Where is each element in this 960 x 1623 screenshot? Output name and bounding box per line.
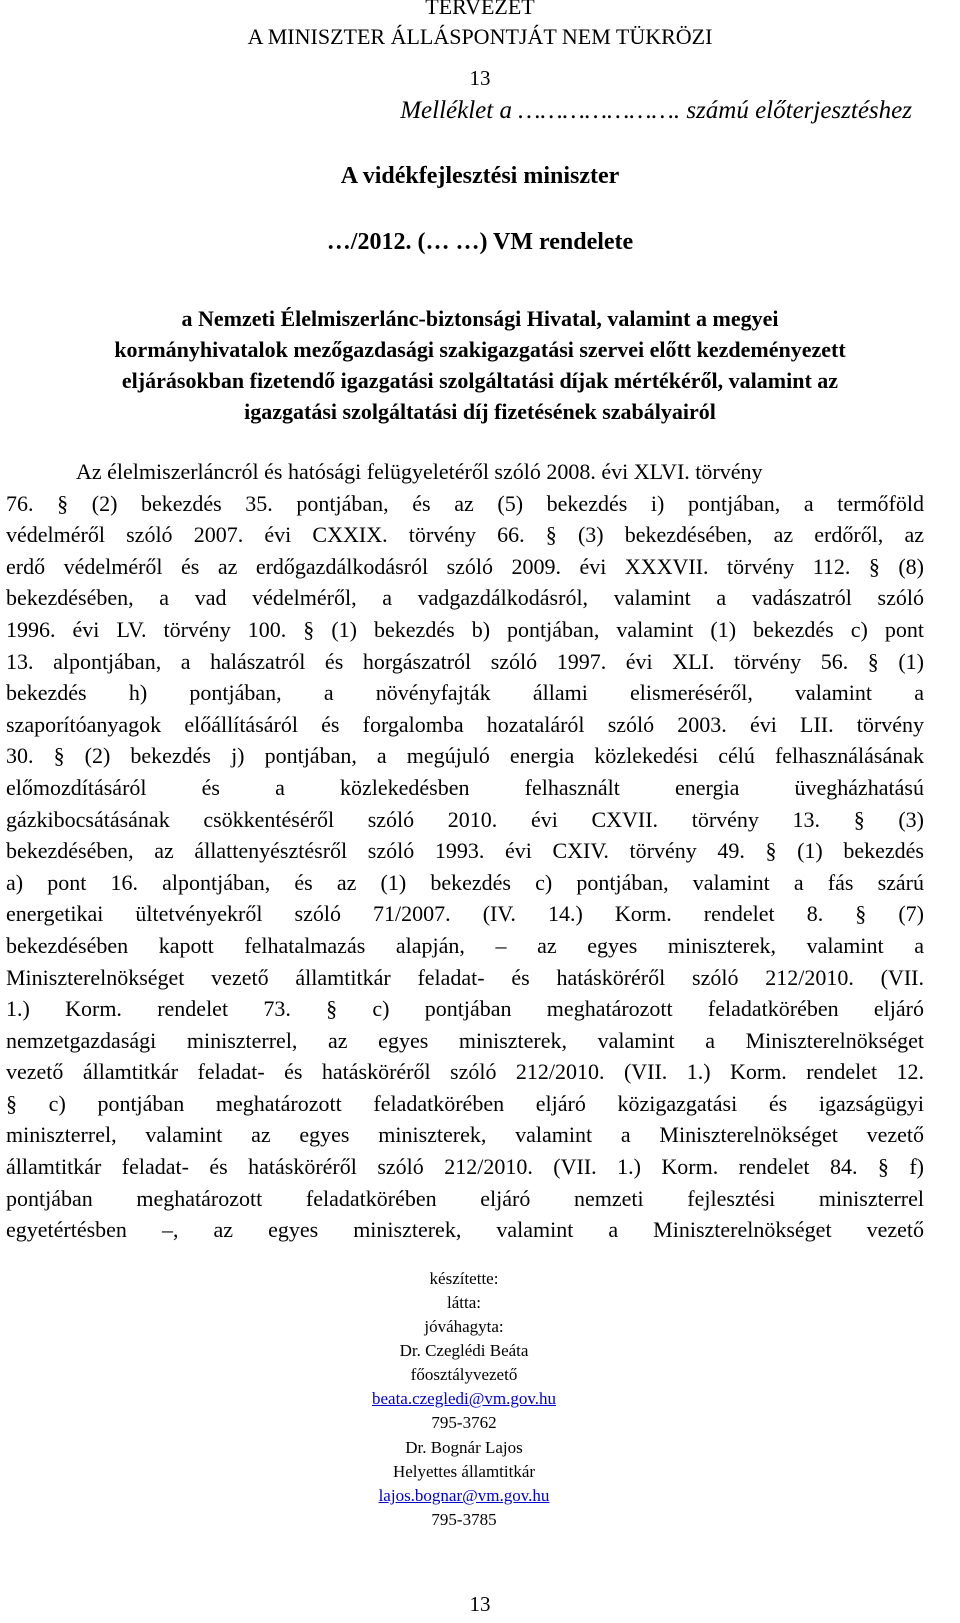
signature-block	[344, 1267, 584, 1435]
preamble-line: Az élelmiszerláncról és hatósági felügyeletéről szóló 2008. évi XLVI. törvény	[76, 459, 763, 484]
preamble-line: pontjában meghatározott feladatkörében eljáró nemzeti fejlesztési miniszterrel	[6, 1185, 924, 1211]
preamble-line: erdő védelméről és az erdőgazdálkodásról szóló 2009. évi XXXVII. törvény 112. § (8)	[6, 553, 924, 579]
contact-role: Helyettes államtitkár	[392, 1462, 536, 1481]
contact-name: Dr. Bognár Lajos	[405, 1438, 523, 1457]
preamble-line: a) pont 16. alpontjában, és az (1) bekezdés c) pontjában, valamint a fás szárú	[6, 869, 924, 895]
title-line: eljárásokban fizetendő igazgatási szolgáltatási díjak mértékéről, valamint az	[121, 368, 839, 393]
contact-email-link[interactable]: beata.czegledi@vm.gov.hu	[371, 1389, 556, 1408]
seen-label: látta:	[447, 1293, 481, 1312]
preamble-line: 1996. évi LV. törvény 100. § (1) bekezdés b) pontjában, valamint (1) bekezdés c) pont	[6, 616, 924, 642]
annex-line: Melléklet a …………………. számú előterjesztéshez	[400, 97, 912, 124]
contact-name: Dr. Czeglédi Beáta	[399, 1341, 529, 1360]
title-line: igazgatási szolgáltatási díj fizetésének szabályairól	[244, 399, 716, 424]
contact-phone: 795-3785	[431, 1510, 497, 1529]
preamble-line: bekezdésében kapott felhatalmazás alapján, – az egyes miniszterek, valamint a	[6, 932, 924, 958]
preamble-line: Miniszterelnökséget vezető államtitkár feladat- és hatásköréről szóló 212/2010. (VII.	[6, 964, 924, 990]
preamble-line: 13. alpontjában, a halászatról és horgászatról szóló 1997. évi XLI. törvény 56. § (1)	[6, 648, 924, 674]
disclaimer: A MINISZTER ÁLLÁSPONTJÁT NEM TÜKRÖZI	[247, 24, 713, 49]
preamble-line: 30. § (2) bekezdés j) pontjában, a megújuló energia közlekedési célú felhasználásának	[6, 743, 924, 769]
contact-phone: 795-3762	[431, 1413, 497, 1432]
decree-title	[0, 303, 960, 427]
minister-heading: A vidékfejlesztési miniszter	[340, 163, 620, 189]
page-number-bottom: 13	[469, 1592, 491, 1616]
prepared-label: készítette:	[429, 1269, 499, 1288]
preamble-text	[6, 456, 924, 1246]
preamble-line: miniszterrel, valamint az egyes miniszterek, valamint a Miniszterelnökséget vezető	[6, 1122, 924, 1148]
contact-role: főosztályvezető	[410, 1365, 518, 1384]
preamble-line: szaporítóanyagok előállításáról és forgalomba hozataláról szóló 2003. évi LII. törvény	[6, 711, 924, 737]
preamble-line: energetikai ültetvényekről szóló 71/2007. (IV. 14.) Korm. rendelet 8. § (7)	[6, 901, 924, 927]
preamble-line: § c) pontjában meghatározott feladatkörében eljáró közigazgatási és igazságügyi	[6, 1090, 924, 1116]
preamble-line: gázkibocsátásának csökkentéséről szóló 2010. évi CXVII. törvény 13. § (3)	[6, 806, 924, 832]
preamble-line: bekezdésében, a vad védelméről, a vadgazdálkodásról, valamint a vadászatról szóló	[6, 585, 924, 611]
approved-label: jóváhagyta:	[424, 1317, 504, 1336]
preamble-line: előmozdításáról és a közlekedésben felhasznált energia üvegházhatású	[6, 774, 924, 800]
preamble-line: 1.) Korm. rendelet 73. § c) pontjában meghatározott feladatkörében eljáró	[6, 996, 924, 1022]
title-line: a Nemzeti Élelmiszerlánc-biztonsági Hivatal, valamint a megyei	[181, 306, 779, 331]
preamble-line: bekezdésében, az állattenyésztésről szóló 1993. évi CXIV. törvény 49. § (1) bekezdés	[6, 838, 924, 864]
preamble-line: nemzetgazdasági miniszterrel, az egyes miniszterek, valamint a Miniszterelnökséget	[6, 1027, 924, 1053]
contact-email-link[interactable]: lajos.bognar@vm.gov.hu	[378, 1486, 550, 1505]
signature-block-2	[334, 1436, 594, 1532]
draft-label: TERVEZET	[425, 0, 535, 19]
preamble-line: vezető államtitkár feladat- és hatásköréről szóló 212/2010. (VII. 1.) Korm. rendelet 12.	[6, 1059, 924, 1085]
decree-number: …/2012. (… …) VM rendelete	[326, 229, 634, 255]
preamble-line: államtitkár feladat- és hatásköréről szóló 212/2010. (VII. 1.) Korm. rendelet 84. § f)	[6, 1154, 924, 1180]
preamble-line: egyetértésben –, az egyes miniszterek, valamint a Miniszterelnökséget vezető	[6, 1217, 924, 1243]
title-line: kormányhivatalok mezőgazdasági szakigazgatási szervei előtt kezdeményezett	[114, 337, 846, 362]
page-number-top: 13	[469, 66, 491, 90]
preamble-line: 76. § (2) bekezdés 35. pontjában, és az (5) bekezdés i) pontjában, a termőföld	[6, 490, 924, 516]
preamble-line: bekezdés h) pontjában, a növényfajták állami elismeréséről, valamint a	[6, 680, 924, 706]
preamble-line: védelméről szóló 2007. évi CXXIX. törvény 66. § (3) bekezdésében, az erdőről, az	[6, 522, 924, 548]
